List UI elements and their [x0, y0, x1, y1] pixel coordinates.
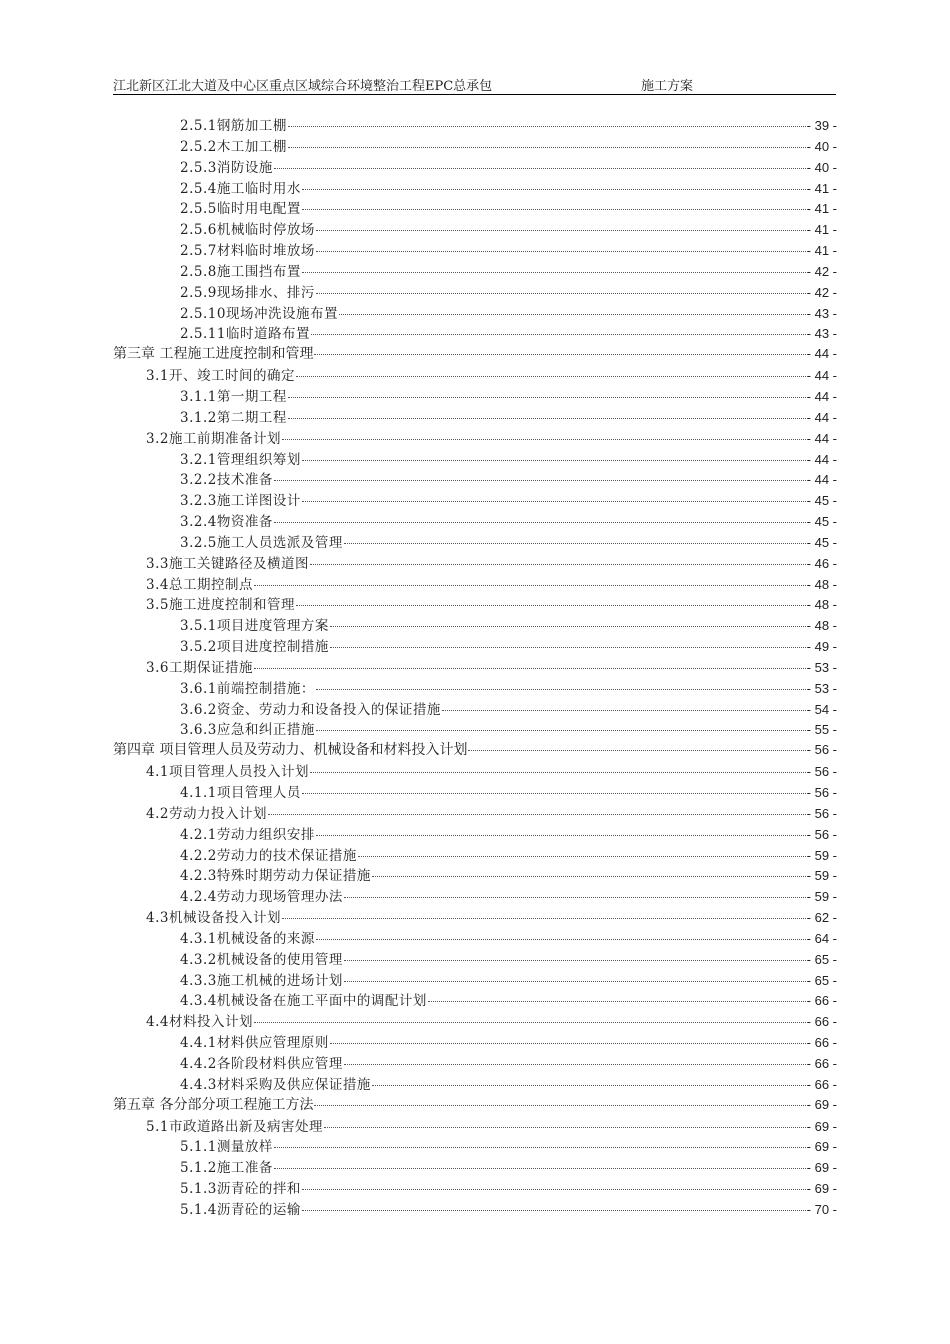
toc-entry-title: 4.3.4机械设备在施工平面中的调配计划: [180, 993, 427, 1010]
toc-entry-title: 5.1.1测量放样: [180, 1139, 273, 1156]
toc-dot-leader: [339, 314, 806, 315]
toc-entry-page: - 56 -: [806, 805, 837, 821]
toc-entry-title: 4.4材料投入计划: [146, 1014, 253, 1031]
toc-entry-title: 4.3机械设备投入计划: [146, 910, 281, 927]
toc-entry-page: - 49 -: [806, 639, 837, 655]
toc-dot-leader: [274, 1147, 806, 1148]
toc-dot-leader: [302, 1210, 806, 1211]
toc-dot-leader: [296, 605, 806, 606]
toc-entry-page: - 59 -: [806, 889, 837, 905]
toc-entry-page: - 54 -: [806, 701, 837, 717]
toc-dot-leader: [316, 230, 806, 231]
toc-entry-title: 4.2劳动力投入计划: [146, 805, 267, 822]
toc-section-entry[interactable]: [113, 1010, 837, 1031]
toc-entry-title: 第三章 工程施工进度控制和管理: [113, 346, 314, 363]
table-of-contents: [113, 114, 837, 1219]
toc-dot-leader: [358, 856, 806, 857]
toc-dot-leader: [344, 1064, 806, 1065]
toc-subsection-entry[interactable]: [113, 885, 837, 906]
toc-section-entry[interactable]: [113, 427, 837, 448]
toc-entry-title: 2.5.11临时道路布置: [180, 326, 310, 343]
toc-subsection-entry[interactable]: [113, 510, 837, 531]
toc-dot-leader: [302, 460, 806, 461]
toc-dot-leader: [282, 918, 806, 919]
toc-subsection-entry[interactable]: [113, 677, 837, 698]
toc-entry-title: 3.2.4物资准备: [180, 514, 273, 531]
toc-entry-title: 2.5.6机械临时停放场: [180, 222, 315, 239]
toc-entry-page: - 69 -: [806, 1139, 837, 1155]
toc-subsection-entry[interactable]: [113, 531, 837, 552]
toc-subsection-entry[interactable]: [113, 156, 837, 177]
toc-subsection-entry[interactable]: [113, 281, 837, 302]
toc-entry-page: - 41 -: [806, 222, 837, 238]
toc-dot-leader: [302, 501, 806, 502]
toc-entry-title: 4.3.2机械设备的使用管理: [180, 951, 343, 968]
toc-dot-leader: [296, 376, 806, 377]
toc-entry-title: 4.3.1机械设备的来源: [180, 930, 315, 947]
toc-entry-page: - 65 -: [806, 972, 837, 988]
toc-entry-title: 3.3施工关键路径及横道图: [146, 555, 309, 572]
toc-subsection-entry[interactable]: [113, 844, 837, 865]
toc-entry-page: - 62 -: [806, 910, 837, 926]
toc-subsection-entry[interactable]: [113, 385, 837, 406]
toc-entry-page: - 41 -: [806, 180, 837, 196]
toc-subsection-entry[interactable]: [113, 1073, 837, 1094]
toc-subsection-entry[interactable]: [113, 948, 837, 969]
toc-entry-page: - 44 -: [806, 472, 837, 488]
toc-entry-title: 4.3.3施工机械的进场计划: [180, 972, 343, 989]
toc-entry-page: - 64 -: [806, 930, 837, 946]
toc-section-entry[interactable]: [113, 906, 837, 927]
toc-dot-leader: [344, 981, 806, 982]
toc-entry-title: 3.1.2第二期工程: [180, 409, 287, 426]
toc-entry-title: 4.4.1材料供应管理原则: [180, 1035, 329, 1052]
toc-subsection-entry[interactable]: [113, 1031, 837, 1052]
toc-entry-page: - 69 -: [806, 1160, 837, 1176]
toc-entry-page: - 66 -: [806, 1035, 837, 1051]
toc-subsection-entry[interactable]: [113, 448, 837, 469]
toc-entry-page: - 45 -: [806, 493, 837, 509]
toc-entry-title: 2.5.1钢筋加工棚: [180, 118, 287, 134]
toc-subsection-entry[interactable]: [113, 698, 837, 719]
toc-entry-page: - 66 -: [806, 1076, 837, 1092]
toc-chapter-entry[interactable]: [113, 343, 837, 364]
toc-dot-leader: [330, 1043, 806, 1044]
toc-entry-page: - 56 -: [806, 742, 837, 758]
toc-entry-title: 3.5.2项目进度控制措施: [180, 639, 329, 656]
toc-entry-title: 4.2.2劳动力的技术保证措施: [180, 847, 357, 864]
toc-entry-page: - 41 -: [806, 201, 837, 217]
toc-subsection-entry[interactable]: [113, 114, 837, 135]
toc-entry-page: - 44 -: [806, 451, 837, 467]
toc-entry-page: - 45 -: [806, 534, 837, 550]
toc-entry-title: 4.4.2各阶段材料供应管理: [180, 1055, 343, 1072]
toc-dot-leader: [344, 897, 806, 898]
toc-entry-page: - 53 -: [806, 680, 837, 696]
toc-section-entry[interactable]: [113, 364, 837, 385]
toc-entry-title: 2.5.9现场排水、排污: [180, 284, 315, 301]
toc-dot-leader: [314, 354, 805, 355]
toc-entry-page: - 48 -: [806, 576, 837, 592]
toc-dot-leader: [302, 209, 806, 210]
toc-dot-leader: [372, 876, 806, 877]
toc-entry-title: 3.2.3施工详图设计: [180, 493, 301, 510]
toc-dot-leader: [310, 564, 806, 565]
toc-entry-page: - 55 -: [806, 722, 837, 738]
toc-subsection-entry[interactable]: [113, 781, 837, 802]
toc-subsection-entry[interactable]: [113, 177, 837, 198]
toc-entry-page: - 69 -: [806, 1181, 837, 1197]
toc-entry-page: - 46 -: [806, 555, 837, 571]
toc-dot-leader: [316, 730, 806, 731]
toc-entry-page: - 59 -: [806, 868, 837, 884]
toc-subsection-entry[interactable]: [113, 989, 837, 1010]
toc-dot-leader: [316, 689, 806, 690]
toc-entry-title: 2.5.3消防设施: [180, 159, 273, 176]
toc-entry-page: - 44 -: [806, 430, 837, 446]
toc-entry-page: - 44 -: [806, 368, 837, 384]
toc-entry-page: - 41 -: [806, 243, 837, 259]
toc-subsection-entry[interactable]: [113, 1052, 837, 1073]
toc-subsection-entry[interactable]: [113, 1135, 837, 1156]
toc-subsection-entry[interactable]: [113, 406, 837, 427]
toc-dot-leader: [274, 522, 806, 523]
toc-entry-page: - 65 -: [806, 951, 837, 967]
toc-dot-leader: [302, 793, 806, 794]
toc-dot-leader: [372, 1085, 806, 1086]
toc-subsection-entry[interactable]: [113, 218, 837, 239]
toc-entry-page: - 69 -: [806, 1096, 837, 1112]
toc-dot-leader: [428, 1001, 806, 1002]
toc-dot-leader: [254, 585, 806, 586]
toc-entry-title: 2.5.10现场冲洗设施布置: [180, 305, 338, 322]
toc-chapter-entry[interactable]: [113, 1094, 837, 1115]
toc-entry-title: 2.5.8施工围挡布置: [180, 263, 301, 280]
toc-subsection-entry[interactable]: [113, 864, 837, 885]
toc-entry-title: 4.1.1项目管理人员: [180, 785, 301, 801]
toc-dot-leader: [330, 626, 806, 627]
toc-subsection-entry[interactable]: [113, 927, 837, 948]
page-header: [113, 74, 836, 95]
toc-entry-title: 3.6.3应急和纠正措施: [180, 722, 315, 739]
toc-entry-title: 3.2.2技术准备: [180, 472, 273, 489]
toc-section-entry[interactable]: [113, 802, 837, 823]
toc-dot-leader: [316, 835, 806, 836]
toc-entry-page: - 44 -: [806, 388, 837, 404]
toc-dot-leader: [274, 168, 806, 169]
toc-section-entry[interactable]: [113, 552, 837, 573]
toc-entry-page: - 44 -: [806, 346, 837, 362]
toc-subsection-entry[interactable]: [113, 260, 837, 281]
toc-entry-title: 4.1项目管理人员投入计划: [146, 764, 309, 781]
toc-dot-leader: [274, 480, 806, 481]
toc-dot-leader: [316, 939, 806, 940]
toc-entry-page: - 48 -: [806, 618, 837, 634]
toc-subsection-entry[interactable]: [113, 823, 837, 844]
toc-subsection-entry[interactable]: [113, 239, 837, 260]
toc-entry-title: 3.5施工进度控制和管理: [146, 597, 295, 614]
toc-entry-page: - 66 -: [806, 1055, 837, 1071]
toc-entry-page: - 42 -: [806, 263, 837, 279]
toc-dot-leader: [282, 439, 806, 440]
toc-entry-page: - 70 -: [806, 1201, 837, 1217]
header-project-title: 江北新区江北大道及中心区重点区域综合环境整治工程EPC总承包: [113, 79, 493, 94]
toc-entry-page: - 69 -: [806, 1118, 837, 1134]
toc-entry-title: 4.2.1劳动力组织安排: [180, 826, 315, 843]
toc-entry-title: 3.1开、竣工时间的确定: [146, 368, 295, 385]
toc-dot-leader: [288, 147, 806, 148]
toc-entry-page: - 43 -: [806, 305, 837, 321]
toc-section-entry[interactable]: [113, 593, 837, 614]
toc-entry-title: 2.5.7材料临时堆放场: [180, 243, 315, 260]
toc-dot-leader: [302, 189, 806, 190]
toc-entry-page: - 40 -: [806, 138, 837, 154]
toc-entry-page: - 59 -: [806, 847, 837, 863]
toc-subsection-entry[interactable]: [113, 718, 837, 739]
toc-dot-leader: [316, 251, 806, 252]
toc-entry-title: 第五章 各分部分项工程施工方法: [113, 1096, 314, 1113]
toc-entry-page: - 43 -: [806, 326, 837, 342]
toc-dot-leader: [254, 668, 806, 669]
toc-dot-leader: [314, 1105, 805, 1106]
toc-entry-title: 5.1.4沥青砼的运输: [180, 1201, 301, 1218]
toc-entry-page: - 66 -: [806, 993, 837, 1009]
toc-subsection-entry[interactable]: [113, 1156, 837, 1177]
toc-entry-title: 5.1市政道路出新及病害处理: [146, 1118, 323, 1135]
toc-entry-title: 3.2施工前期准备计划: [146, 430, 281, 447]
toc-subsection-entry[interactable]: [113, 135, 837, 156]
toc-entry-page: - 56 -: [806, 764, 837, 780]
toc-entry-title: 4.2.4劳动力现场管理办法: [180, 889, 343, 906]
toc-dot-leader: [324, 1127, 806, 1128]
toc-entry-title: 3.6.2资金、劳动力和设备投入的保证措施: [180, 701, 441, 718]
toc-section-entry[interactable]: [113, 760, 837, 781]
toc-dot-leader: [310, 772, 806, 773]
toc-dot-leader: [268, 814, 806, 815]
toc-dot-leader: [288, 397, 806, 398]
toc-subsection-entry[interactable]: [113, 1177, 837, 1198]
toc-subsection-entry[interactable]: [113, 322, 837, 343]
toc-subsection-entry[interactable]: [113, 302, 837, 323]
toc-entry-title: 2.5.5临时用电配置: [180, 201, 301, 218]
toc-entry-title: 3.6.1前端控制措施：: [180, 680, 315, 697]
toc-entry-page: - 45 -: [806, 514, 837, 530]
toc-entry-title: 5.1.2施工准备: [180, 1160, 273, 1177]
toc-section-entry[interactable]: [113, 656, 837, 677]
toc-dot-leader: [288, 126, 806, 127]
toc-dot-leader: [288, 418, 806, 419]
toc-entry-title: 3.2.5施工人员选派及管理: [180, 534, 343, 551]
toc-entry-title: 3.5.1项目进度管理方案: [180, 618, 329, 635]
toc-entry-page: - 56 -: [806, 785, 837, 800]
toc-entry-page: - 48 -: [806, 597, 837, 613]
toc-entry-title: 3.6工期保证措施: [146, 659, 253, 676]
toc-dot-leader: [330, 647, 806, 648]
toc-subsection-entry[interactable]: [113, 1198, 837, 1219]
toc-dot-leader: [302, 1189, 806, 1190]
toc-section-entry[interactable]: [113, 573, 837, 594]
toc-entry-title: 3.4总工期控制点: [146, 576, 253, 593]
toc-subsection-entry[interactable]: [113, 197, 837, 218]
toc-dot-leader: [274, 1168, 806, 1169]
toc-entry-page: - 39 -: [806, 118, 837, 133]
toc-entry-title: 2.5.2木工加工棚: [180, 138, 287, 155]
toc-dot-leader: [468, 750, 805, 751]
toc-subsection-entry[interactable]: [113, 614, 837, 635]
toc-dot-leader: [302, 272, 806, 273]
toc-subsection-entry[interactable]: [113, 635, 837, 656]
toc-entry-title: 4.4.3材料采购及供应保证措施: [180, 1076, 371, 1093]
toc-subsection-entry[interactable]: [113, 969, 837, 990]
toc-entry-page: - 44 -: [806, 409, 837, 425]
toc-dot-leader: [442, 710, 806, 711]
toc-entry-page: - 40 -: [806, 159, 837, 175]
toc-chapter-entry[interactable]: [113, 739, 837, 760]
toc-subsection-entry[interactable]: [113, 468, 837, 489]
toc-entry-page: - 42 -: [806, 284, 837, 300]
header-doc-type: 施工方案: [641, 79, 694, 94]
toc-dot-leader: [316, 293, 806, 294]
toc-entry-title: 4.2.3特殊时期劳动力保证措施: [180, 868, 371, 885]
toc-entry-title: 3.1.1第一期工程: [180, 388, 287, 405]
toc-dot-leader: [254, 1022, 806, 1023]
toc-section-entry[interactable]: [113, 1115, 837, 1136]
toc-dot-leader: [344, 543, 806, 544]
toc-entry-title: 3.2.1管理组织筹划: [180, 451, 301, 468]
toc-dot-leader: [344, 960, 806, 961]
toc-entry-title: 第四章 项目管理人员及劳动力、机械设备和材料投入计划: [113, 742, 468, 759]
toc-entry-page: - 56 -: [806, 826, 837, 842]
toc-entry-page: - 53 -: [806, 659, 837, 675]
toc-entry-title: 2.5.4施工临时用水: [180, 180, 301, 197]
toc-entry-title: 5.1.3沥青砼的拌和: [180, 1181, 301, 1198]
toc-dot-leader: [311, 334, 806, 335]
toc-subsection-entry[interactable]: [113, 489, 837, 510]
toc-entry-page: - 66 -: [806, 1014, 837, 1030]
